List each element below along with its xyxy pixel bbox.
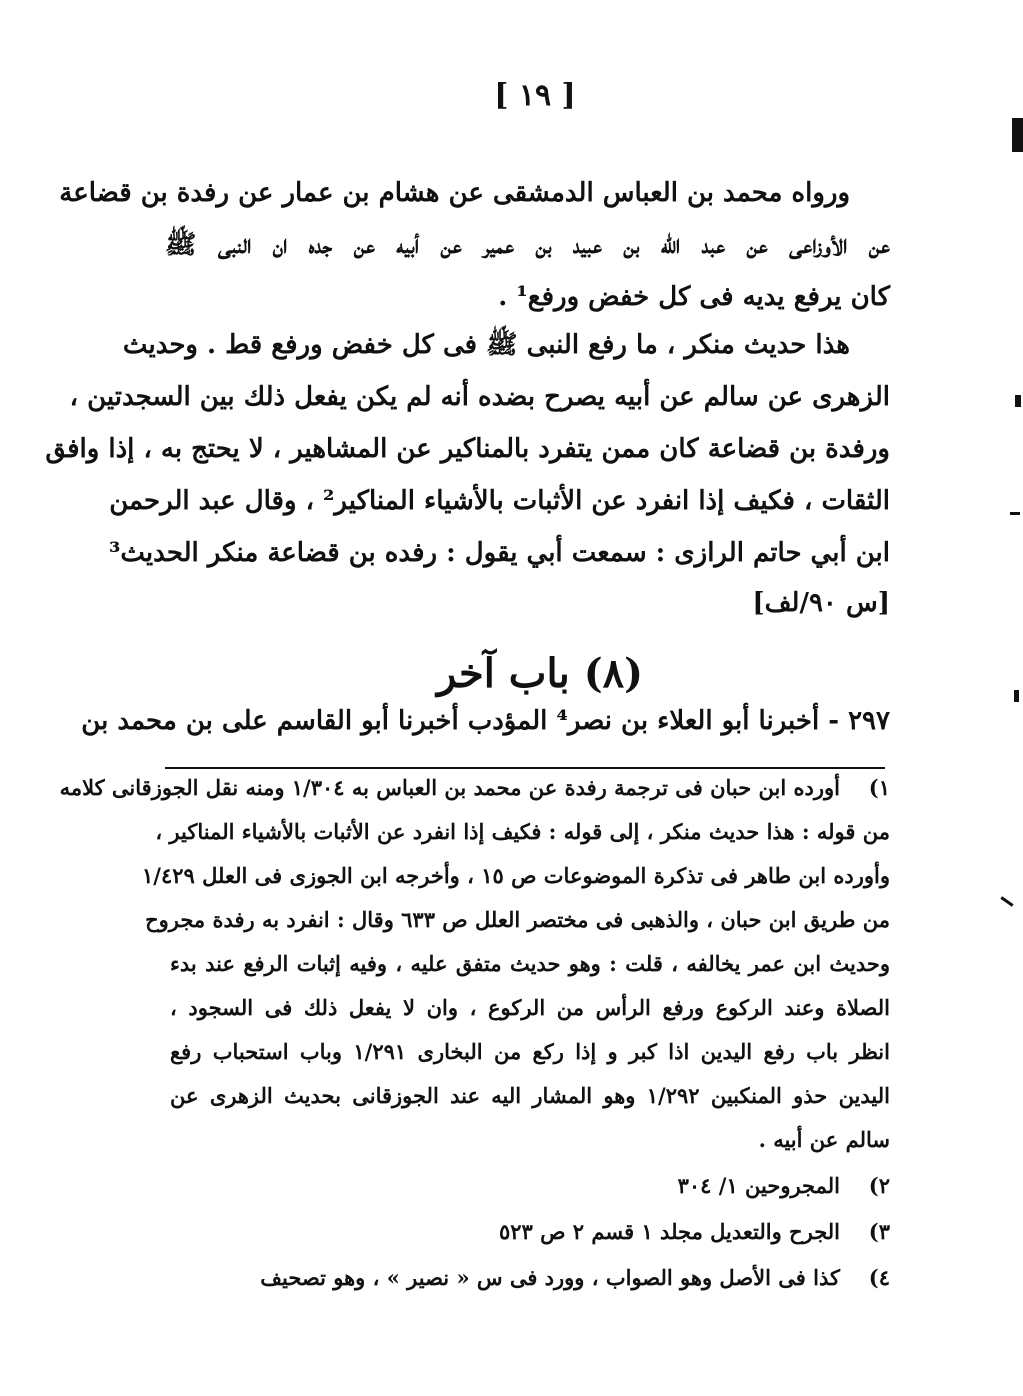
footnote-number: ٤) (868, 1265, 890, 1290)
paragraph-line: عن الأوزاعى عن عبد الله بن عبيد بن عمير عن أبيه عن جده ان النبى ﷺ (165, 230, 890, 260)
hadith-line: ٢٩٧ - أخبرنا أبو العلاء بن نصر⁴ المؤدب أخبرنا أبو القاسم على بن محمد بن (81, 706, 890, 736)
footnote-number: ١) (868, 775, 890, 800)
footnote-line: وحديث ابن عمر يخالفه ، قلت : وهو حديث متفق عليه ، وفيه إثبات الرفع عند بدء (170, 951, 890, 976)
paragraph-line: الثقات ، فكيف إذا انفرد عن الأثبات بالأشياء المناكير² ، وقال عبد الرحمن (109, 486, 890, 516)
paragraph-line: ورواه محمد بن العباس الدمشقى عن هشام بن عمار عن رفدة بن قضاعة (59, 178, 850, 208)
footnote-line: وأورده ابن طاهر فى تذكرة الموضوعات ص ١٥ ، وأخرجه ابن الجوزى فى العلل ١/٤٢٩ (142, 863, 890, 888)
paragraph-line: كان يرفع يديه فى كل خفض ورفع¹ . (498, 282, 890, 312)
paragraph-line: ابن أبي حاتم الرازى : سمعت أبي يقول : رفده بن قضاعة منكر الحديث³ (109, 538, 890, 568)
paragraph-line: [س ٩٠/لف] (752, 588, 890, 618)
scan-edge-mark (1014, 690, 1019, 702)
footnote-line: الصلاة وعند الركوع ورفع الرأس من الركوع ، وان لا يفعل ذلك فى السجود ، (170, 995, 890, 1020)
paragraph-line: هذا حديث منكر ، ما رفع النبى ﷺ فى كل خفض ورفع قط . وحديث (122, 330, 850, 360)
scan-edge-mark (1000, 896, 1013, 906)
footnotes (59, 775, 890, 1315)
paragraph-1 (59, 178, 890, 320)
scan-edge-mark (1015, 395, 1021, 407)
footnote-number: ٢) (868, 1173, 890, 1198)
footnote-number: ٣) (868, 1219, 890, 1244)
footnote-divider (165, 767, 885, 769)
chapter-heading: (٨) باب آخر (436, 650, 644, 697)
footnote-line: المجروحين ١/ ٣٠٤ (677, 1173, 840, 1198)
footnote-line: اليدين حذو المنكبين ١/٢٩٢ وهو المشار اليه عند الجوزقانى بحديث الزهرى عن (170, 1083, 890, 1108)
scan-edge-mark (1012, 118, 1023, 152)
footnote-line: من قوله : هذا حديث منكر ، إلى قوله : فكيف إذا انفرد عن الأثبات بالأشياء المناكير ، (155, 819, 890, 844)
footnote-line: الجرح والتعديل مجلد ١ قسم ٢ ص ٥٢٣ (498, 1219, 840, 1244)
footnote-line: انظر باب رفع اليدين اذا كبر و إذا ركع من البخارى ١/٢٩١ وباب استحباب رفع (170, 1039, 890, 1064)
footnote-line: سالم عن أبيه . (758, 1127, 890, 1152)
footnote-line: كذا فى الأصل وهو الصواب ، وورد فى س « نصير » ، وهو تصحيف (260, 1265, 840, 1290)
hadith-intro (81, 706, 890, 748)
footnote-line: من طريق ابن حبان ، والذهبى فى مختصر العلل ص ٦٣٣ وقال : انفرد به رفدة مجروح (145, 907, 890, 932)
paragraph-line: ورفدة بن قضاعة كان ممن يتفرد بالمناكير عن المشاهير ، لا يحتج به ، إذا وافق (45, 434, 890, 464)
scan-edge-mark (1010, 512, 1020, 515)
page-number: [ ١٩ ] (494, 78, 576, 113)
footnote-line: أورده ابن حبان فى ترجمة رفدة عن محمد بن العباس به ١/٣٠٤ ومنه نقل الجوزقانى كلامه (59, 775, 840, 800)
paragraph-2 (45, 330, 890, 632)
paragraph-line: الزهرى عن سالم عن أبيه يصرح بضده أنه لم يكن يفعل ذلك بين السجدتين ، (69, 382, 890, 412)
